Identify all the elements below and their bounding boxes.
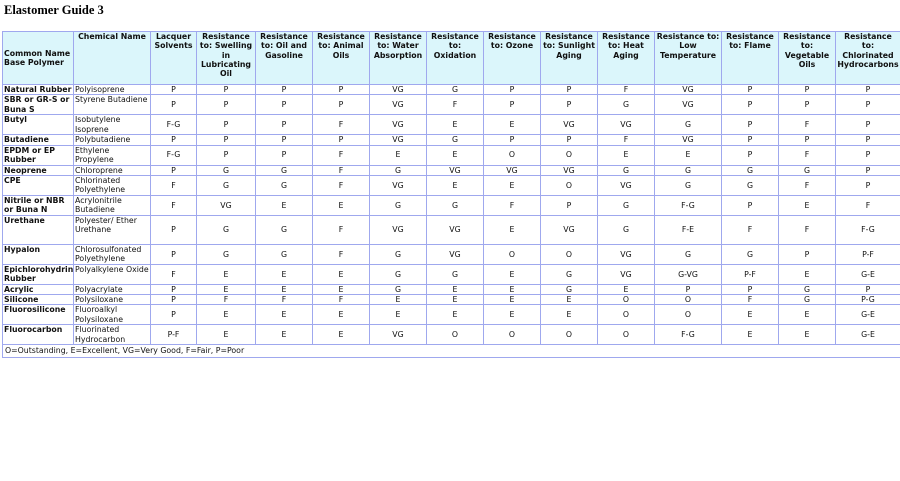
- rating-cell: E: [370, 295, 426, 304]
- rating-cell: P: [655, 285, 721, 294]
- table-row: [3, 245, 900, 264]
- rating-cell: E: [541, 295, 597, 304]
- column-header: Resistance to: Oxidation: [427, 32, 483, 84]
- rating-cell: G: [370, 265, 426, 284]
- rating-cell: E: [427, 146, 483, 165]
- rating-cell: P: [836, 146, 900, 165]
- rating-cell: G: [598, 216, 654, 244]
- polymer-cell: Neoprene: [3, 166, 73, 175]
- rating-cell: P: [836, 95, 900, 114]
- rating-cell: P: [722, 196, 778, 215]
- rating-cell: P: [541, 135, 597, 144]
- rating-cell: P: [256, 135, 312, 144]
- table-row: [3, 196, 900, 215]
- rating-cell: E: [779, 196, 835, 215]
- rating-cell: P: [722, 146, 778, 165]
- rating-cell: P: [151, 135, 196, 144]
- rating-cell: P: [151, 85, 196, 94]
- table-row: [3, 305, 900, 324]
- rating-cell: VG: [598, 265, 654, 284]
- column-header: Resistance to: Vegetable Oils: [779, 32, 835, 84]
- rating-cell: F: [484, 196, 540, 215]
- rating-cell: P: [722, 135, 778, 144]
- column-header: Resistance to: Sunlight Aging: [541, 32, 597, 84]
- rating-cell: VG: [427, 166, 483, 175]
- polymer-cell: CPE: [3, 176, 73, 195]
- chemical-cell: Fluoroalkyl Polysiloxane: [74, 305, 150, 324]
- rating-cell: G: [197, 245, 255, 264]
- table-row: [3, 146, 900, 165]
- rating-cell: G-E: [836, 325, 900, 344]
- rating-cell: F: [598, 135, 654, 144]
- rating-cell: E: [313, 196, 369, 215]
- rating-cell: O: [541, 325, 597, 344]
- rating-cell: F: [313, 176, 369, 195]
- rating-cell: G: [427, 85, 483, 94]
- elastomer-table: [2, 31, 900, 358]
- rating-cell: P-F: [722, 265, 778, 284]
- rating-cell: G: [197, 216, 255, 244]
- rating-cell: O: [598, 305, 654, 324]
- rating-cell: E: [484, 265, 540, 284]
- rating-cell: F: [256, 295, 312, 304]
- rating-cell: E: [256, 305, 312, 324]
- rating-cell: E: [256, 196, 312, 215]
- rating-cell: E: [427, 115, 483, 134]
- rating-cell: G: [256, 166, 312, 175]
- polymer-cell: SBR or GR-S or Buna S: [3, 95, 73, 114]
- rating-cell: P: [151, 305, 196, 324]
- rating-cell: E: [427, 285, 483, 294]
- rating-cell: G: [541, 285, 597, 294]
- rating-cell: P: [779, 135, 835, 144]
- rating-cell: E: [427, 176, 483, 195]
- rating-cell: E: [427, 305, 483, 324]
- rating-cell: P: [151, 166, 196, 175]
- chemical-cell: Polysiloxane: [74, 295, 150, 304]
- rating-cell: E: [256, 325, 312, 344]
- column-header: Common Name Base Polymer: [3, 32, 73, 84]
- rating-cell: G: [256, 176, 312, 195]
- rating-cell: VG: [655, 85, 721, 94]
- chemical-cell: Polyester/ Ether Urethane: [74, 216, 150, 244]
- rating-cell: P: [541, 196, 597, 215]
- rating-cell: P: [197, 146, 255, 165]
- polymer-cell: EPDM or EP Rubber: [3, 146, 73, 165]
- page-title: Elastomer Guide 3: [4, 3, 104, 17]
- rating-cell: P: [256, 85, 312, 94]
- rating-cell: VG: [427, 216, 483, 244]
- rating-cell: VG: [370, 95, 426, 114]
- column-header: Resistance to: Water Absorption: [370, 32, 426, 84]
- polymer-cell: Natural Rubber: [4, 85, 72, 94]
- rating-cell: F: [722, 295, 778, 304]
- rating-cell: E: [197, 285, 255, 294]
- rating-cell: P: [722, 95, 778, 114]
- chemical-cell: Acrylonitrile Butadiene: [74, 196, 150, 215]
- rating-cell: P: [151, 285, 196, 294]
- rating-cell: F: [836, 196, 900, 215]
- rating-cell: E: [484, 285, 540, 294]
- rating-cell: G: [370, 245, 426, 264]
- column-header: Resistance to: Animal Oils: [313, 32, 369, 84]
- rating-cell: VG: [541, 166, 597, 175]
- rating-cell: E: [313, 325, 369, 344]
- rating-cell: E: [722, 325, 778, 344]
- column-header: Chemical Name: [74, 32, 150, 84]
- rating-cell: VG: [541, 216, 597, 244]
- rating-cell: P: [313, 95, 369, 114]
- rating-cell: F: [313, 216, 369, 244]
- rating-cell: G: [722, 166, 778, 175]
- rating-cell: F: [722, 216, 778, 244]
- rating-cell: VG: [197, 196, 255, 215]
- rating-cell: E: [484, 216, 540, 244]
- rating-cell: E: [256, 265, 312, 284]
- polymer-cell: Epichlorohydrin Rubber: [4, 264, 73, 284]
- column-header: Resistance to: Flame: [722, 32, 778, 84]
- rating-cell: VG: [370, 135, 426, 144]
- rating-cell: E: [779, 305, 835, 324]
- rating-cell: G-E: [836, 305, 900, 324]
- rating-cell: O: [541, 146, 597, 165]
- rating-cell: P: [197, 135, 255, 144]
- rating-cell: P: [151, 216, 196, 244]
- rating-cell: P: [836, 85, 900, 94]
- table-row: [3, 135, 900, 144]
- rating-cell: P-F: [151, 325, 196, 344]
- rating-cell: O: [655, 305, 721, 324]
- rating-cell: G: [722, 176, 778, 195]
- rating-cell: G: [541, 265, 597, 284]
- rating-cell: VG: [655, 95, 721, 114]
- rating-cell: E: [313, 305, 369, 324]
- chemical-cell: Styrene Butadiene: [74, 95, 150, 114]
- rating-cell: VG: [598, 115, 654, 134]
- column-header: Resistance to: Oil and Gasoline: [256, 32, 312, 84]
- rating-cell: VG: [370, 325, 426, 344]
- rating-cell: P: [151, 245, 196, 264]
- rating-cell: F: [313, 146, 369, 165]
- column-header: Lacquer Solvents: [151, 32, 196, 84]
- chemical-cell: Chlorosulfonated Polyethylene: [74, 245, 150, 264]
- rating-cell: E: [484, 115, 540, 134]
- chemical-cell: Fluorinated Hydrocarbon: [74, 325, 150, 344]
- rating-cell: P: [836, 115, 900, 134]
- rating-cell: F: [779, 146, 835, 165]
- rating-cell: O: [541, 245, 597, 264]
- rating-cell: VG: [370, 216, 426, 244]
- header-row: [3, 32, 900, 84]
- rating-cell: P: [197, 85, 255, 94]
- rating-cell: E: [370, 305, 426, 324]
- polymer-cell: Silicone: [3, 295, 73, 304]
- rating-cell: P: [256, 146, 312, 165]
- chemical-cell: Chlorinated Polyethylene: [74, 176, 150, 195]
- rating-cell: G: [598, 95, 654, 114]
- rating-cell: P: [541, 85, 597, 94]
- rating-cell: F: [779, 115, 835, 134]
- rating-cell: O: [427, 325, 483, 344]
- rating-cell: G: [779, 295, 835, 304]
- rating-cell: P: [541, 95, 597, 114]
- chemical-cell: Isobutylene Isoprene: [74, 115, 150, 134]
- rating-cell: E: [197, 305, 255, 324]
- rating-cell: F: [151, 196, 196, 215]
- rating-cell: E: [197, 325, 255, 344]
- chemical-cell: Polyalkylene Oxide: [74, 265, 150, 284]
- table-row: [3, 285, 900, 294]
- chemical-cell: Ethylene Propylene: [74, 146, 150, 165]
- rating-cell: O: [484, 325, 540, 344]
- rating-cell: G: [256, 245, 312, 264]
- rating-cell: G: [370, 196, 426, 215]
- rating-cell: G: [427, 135, 483, 144]
- rating-cell: P: [484, 135, 540, 144]
- rating-cell: E: [313, 285, 369, 294]
- rating-cell: E: [313, 265, 369, 284]
- rating-cell: P: [779, 85, 835, 94]
- chemical-cell: Polyisoprene: [74, 85, 150, 94]
- rating-cell: G: [779, 285, 835, 294]
- rating-cell: P-F: [836, 245, 900, 264]
- rating-cell: E: [722, 305, 778, 324]
- rating-cell: E: [484, 176, 540, 195]
- legend-text: O=Outstanding, E=Excellent, VG=Very Good, F=Fair, P=Poor: [3, 345, 900, 356]
- rating-cell: O: [655, 295, 721, 304]
- rating-cell: E: [256, 285, 312, 294]
- rating-cell: P: [313, 135, 369, 144]
- table-row: [3, 216, 900, 244]
- rating-cell: F-G: [655, 325, 721, 344]
- column-header: Resistance to: Swelling in Lubricating Oil: [197, 32, 255, 84]
- rating-cell: G-E: [836, 265, 900, 284]
- rating-cell: O: [598, 325, 654, 344]
- rating-cell: G: [370, 166, 426, 175]
- rating-cell: F-G: [151, 115, 196, 134]
- column-header: Resistance to: Chlorinated Hydrocarbons: [836, 32, 900, 84]
- rating-cell: E: [484, 295, 540, 304]
- rating-cell: G: [370, 285, 426, 294]
- rating-cell: F: [197, 295, 255, 304]
- rating-cell: F: [151, 265, 196, 284]
- rating-cell: E: [779, 265, 835, 284]
- rating-cell: F: [427, 95, 483, 114]
- rating-cell: F: [313, 115, 369, 134]
- rating-cell: VG: [427, 245, 483, 264]
- rating-cell: P: [722, 285, 778, 294]
- rating-cell: F-G: [151, 146, 196, 165]
- rating-cell: VG: [598, 245, 654, 264]
- polymer-cell: Fluorosilicone: [3, 305, 73, 324]
- rating-cell: F-G: [836, 216, 900, 244]
- chemical-cell: Chloroprene: [74, 166, 150, 175]
- rating-cell: P: [722, 115, 778, 134]
- rating-cell: E: [197, 265, 255, 284]
- polymer-cell: Hypalon: [3, 245, 73, 264]
- rating-cell: G: [427, 196, 483, 215]
- rating-cell: VG: [370, 85, 426, 94]
- rating-cell: P: [151, 95, 196, 114]
- rating-cell: F-E: [655, 216, 721, 244]
- rating-cell: VG: [484, 166, 540, 175]
- rating-cell: P: [256, 95, 312, 114]
- rating-cell: E: [598, 285, 654, 294]
- rating-cell: E: [598, 146, 654, 165]
- chemical-cell: Polybutadiene: [74, 135, 150, 144]
- rating-cell: G: [197, 176, 255, 195]
- rating-cell: G: [598, 196, 654, 215]
- polymer-cell: Urethane: [3, 216, 73, 244]
- rating-cell: G-VG: [655, 265, 721, 284]
- polymer-cell: Butyl: [3, 115, 73, 134]
- rating-cell: VG: [598, 176, 654, 195]
- rating-cell: P: [484, 95, 540, 114]
- rating-cell: F: [313, 245, 369, 264]
- rating-cell: VG: [370, 115, 426, 134]
- rating-cell: P: [197, 95, 255, 114]
- rating-cell: E: [484, 305, 540, 324]
- table-row: [3, 295, 900, 304]
- table-row: [3, 95, 900, 114]
- rating-cell: O: [541, 176, 597, 195]
- rating-cell: F: [151, 176, 196, 195]
- rating-cell: P: [484, 85, 540, 94]
- column-header: Resistance to: Heat Aging: [598, 32, 654, 84]
- rating-cell: P: [836, 166, 900, 175]
- polymer-cell: Butadiene: [3, 135, 73, 144]
- table-row: [3, 325, 900, 344]
- rating-cell: O: [484, 245, 540, 264]
- rating-cell: P: [836, 176, 900, 195]
- rating-cell: G: [197, 166, 255, 175]
- rating-cell: G: [256, 216, 312, 244]
- rating-cell: F: [313, 166, 369, 175]
- legend-row: [3, 345, 900, 356]
- rating-cell: G: [779, 166, 835, 175]
- rating-cell: P: [836, 135, 900, 144]
- rating-cell: G: [427, 265, 483, 284]
- rating-cell: F-G: [655, 196, 721, 215]
- rating-cell: O: [598, 295, 654, 304]
- rating-cell: P: [836, 285, 900, 294]
- rating-cell: F: [779, 216, 835, 244]
- rating-cell: G: [598, 166, 654, 175]
- polymer-cell: Nitrile or NBR or Buna N: [3, 196, 73, 215]
- polymer-cell: Fluorocarbon: [3, 325, 73, 344]
- rating-cell: P-G: [836, 295, 900, 304]
- rating-cell: P: [779, 95, 835, 114]
- chemical-cell: Polyacrylate: [74, 285, 150, 294]
- rating-cell: P: [197, 115, 255, 134]
- table-row: [3, 166, 900, 175]
- rating-cell: P: [256, 115, 312, 134]
- rating-cell: P: [151, 295, 196, 304]
- rating-cell: F: [313, 295, 369, 304]
- table-row: [3, 265, 900, 284]
- table-row: [3, 85, 900, 94]
- rating-cell: E: [655, 146, 721, 165]
- rating-cell: F: [598, 85, 654, 94]
- rating-cell: F: [779, 176, 835, 195]
- polymer-cell: Acrylic: [3, 285, 73, 294]
- rating-cell: E: [427, 295, 483, 304]
- rating-cell: P: [722, 85, 778, 94]
- rating-cell: G: [655, 176, 721, 195]
- rating-cell: G: [655, 166, 721, 175]
- table-row: [3, 176, 900, 195]
- rating-cell: E: [370, 146, 426, 165]
- rating-cell: G: [655, 245, 721, 264]
- rating-cell: E: [779, 325, 835, 344]
- rating-cell: O: [484, 146, 540, 165]
- rating-cell: G: [722, 245, 778, 264]
- column-header: Resistance to: Ozone: [484, 32, 540, 84]
- rating-cell: P: [779, 245, 835, 264]
- rating-cell: VG: [655, 135, 721, 144]
- rating-cell: G: [655, 115, 721, 134]
- table-row: [3, 115, 900, 134]
- column-header: Resistance to: Low Temperature: [655, 32, 721, 84]
- rating-cell: E: [541, 305, 597, 324]
- rating-cell: VG: [541, 115, 597, 134]
- rating-cell: P: [313, 85, 369, 94]
- rating-cell: VG: [370, 176, 426, 195]
